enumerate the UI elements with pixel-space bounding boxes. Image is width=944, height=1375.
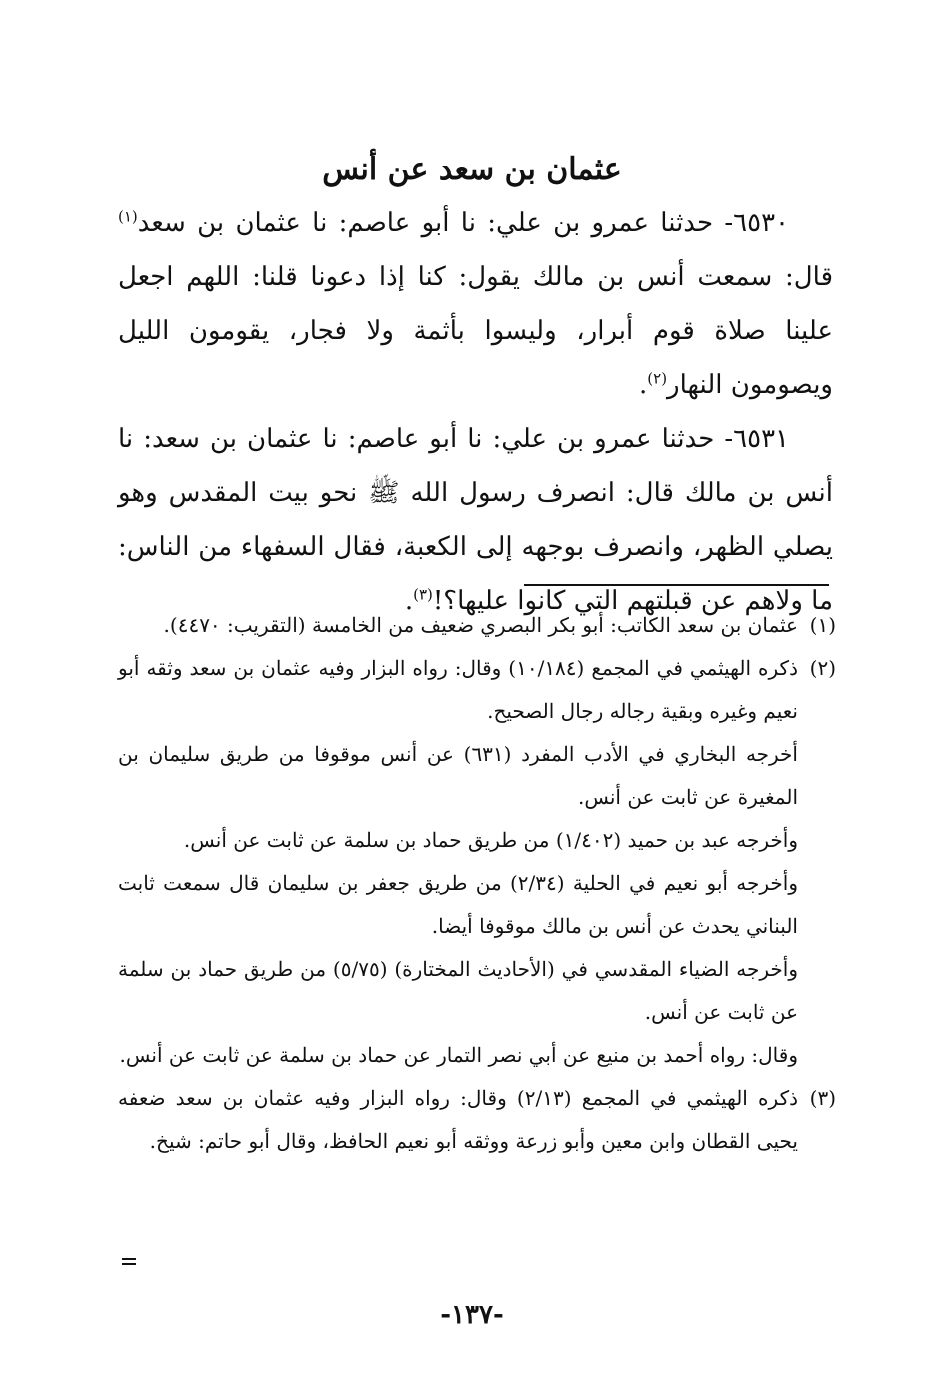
- footnote-1: [118, 604, 836, 647]
- footnote-paragraph: وأخرجه الضياء المقدسي في (الأحاديث المختارة) (٥/٧٥) من طريق حماد بن سلمة عن ثابت عن أنس.: [118, 957, 799, 1024]
- footnotes: [118, 604, 836, 1163]
- hadith-6530-text-part1: ٦٥٣٠- حدثنا عمرو بن علي: نا أبو عاصم: نا عثمان بن سعد: [137, 208, 789, 238]
- footnote-ref-1[interactable]: (١): [118, 207, 138, 226]
- footnote-text: ذكره الهيثمي في المجمع (٢/١٣) وقال: رواه البزار وفيه عثمان بن سعد ضعفه يحيى القطان وابن معين وأبو زرعة ووثقه أبو نعيم الحافظ، وقال أبو حاتم: شيخ.: [118, 1086, 798, 1153]
- footnote-body: [118, 604, 798, 647]
- footnote-ref-3[interactable]: (٣): [413, 585, 433, 604]
- footnote-3: [118, 1077, 836, 1163]
- continuation-mark: [122, 1258, 136, 1265]
- page-number: -١٣٧-: [440, 1300, 504, 1330]
- footnote-paragraph: ذكره الهيثمي في المجمع (١٠/١٨٤) وقال: رواه البزار وفيه عثمان بن سعد وثقه أبو نعيم وغيره وبقية رجاله رجال الصحيح.: [118, 656, 798, 723]
- footnote-number: (١): [809, 613, 836, 637]
- hadith-6531-text: ٦٥٣١- حدثنا عمرو بن علي: نا أبو عاصم: نا عثمان بن سعد: نا أنس بن مالك قال: انصرف رسول الله ﷺ نحو بيت المقدس وهو يصلي الظهر، وانصرف بوجهه إلى الكعبة، فقال السفهاء من الناس: ما ولاهم عن قبلتهم التي كانوا عليها؟!: [118, 424, 833, 616]
- hadith-6530: [118, 196, 833, 412]
- footnote-2: [118, 647, 836, 1077]
- footnote-paragraph: وأخرجه أبو نعيم في الحلية (٢/٣٤) من طريق جعفر بن سليمان قال سمعت ثابت البناني يحدث عن أنس بن مالك موقوفا أيضا.: [118, 871, 798, 938]
- footnote-paragraph: وأخرجه عبد بن حميد (١/٤٠٢) من طريق حماد بن سلمة عن ثابت عن أنس.: [183, 828, 798, 852]
- footnote-body: [118, 1077, 798, 1163]
- footnote-body: [118, 647, 798, 1077]
- footnote-number: (٢): [809, 656, 836, 680]
- main-text: [118, 196, 833, 628]
- footnote-text: عثمان بن سعد الكاتب: أبو بكر البصري ضعيف من الخامسة (التقريب: ٤٤٧٠).: [163, 613, 798, 637]
- footnote-ref-2[interactable]: (٢): [647, 369, 668, 388]
- hadith-6531-end: .: [404, 586, 414, 616]
- hadith-6530-end: .: [639, 370, 648, 400]
- footnote-paragraph: وقال: رواه أحمد بن منيع عن أبي نصر التمار عن حماد بن سلمة عن ثابت عن أنس.: [119, 1043, 798, 1067]
- section-heading: عثمان بن سعد عن أنس: [322, 152, 622, 187]
- hadith-6531: [118, 412, 833, 628]
- footnote-paragraph: أخرجه البخاري في الأدب المفرد (٦٣١) عن أنس موقوفا من طريق سليمان بن المغيرة عن ثابت عن أنس.: [118, 742, 798, 809]
- footnote-number: (٣): [809, 1086, 836, 1110]
- hadith-6530-text-part2: قال: سمعت أنس بن مالك يقول: كنا إذا دعونا قلنا: اللهم اجعل علينا صلاة قوم أبرار، وليسوا بأثمة ولا فجار، يقومون الليل ويصومون النهار: [118, 262, 833, 400]
- footnote-divider: [524, 584, 829, 586]
